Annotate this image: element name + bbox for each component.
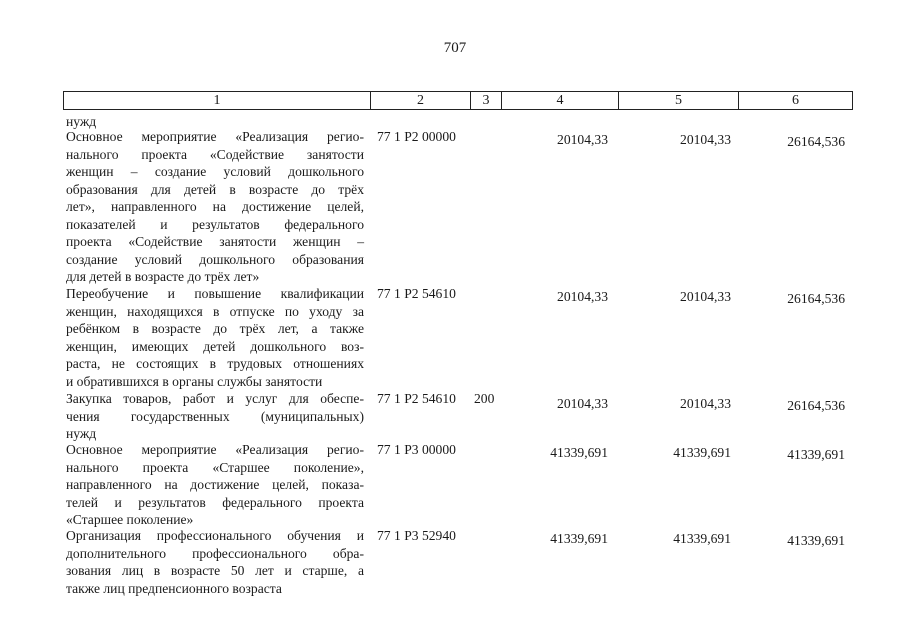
row-description: [66, 441, 364, 529]
description-line: также лиц предпенсионного возраста: [66, 580, 282, 596]
description-line: Закупка товаров, работ и услуг для обеспе-: [66, 391, 364, 406]
row-description: [66, 285, 364, 390]
table-header: [63, 91, 853, 110]
header-col-5: 5: [619, 92, 739, 109]
value-col-4: 41339,691: [550, 445, 608, 460]
description-line: телей и результатов федерального проекта: [66, 494, 364, 510]
description-line: нального проекта «Старшее поколение»,: [66, 459, 364, 475]
header-col-1: 1: [64, 92, 371, 109]
value-col-6: 26164,536: [787, 134, 845, 149]
value-col-5: 20104,33: [680, 396, 731, 411]
value-col-5: 20104,33: [680, 132, 731, 147]
value-col-4: 20104,33: [557, 132, 608, 147]
header-col-6: 6: [792, 93, 799, 108]
description-line: раста, не состоящих в трудовых отношениях: [66, 356, 364, 371]
value-col-6: 26164,536: [787, 291, 845, 306]
page-number: 707: [443, 40, 467, 56]
description-line: Основное мероприятие «Реализация регио-: [66, 442, 364, 457]
target-code: 77 1 Р3 00000: [377, 442, 456, 457]
description-line: женщин, находящихся в отпуске по уходу за: [66, 303, 364, 319]
value-col-5: 41339,691: [673, 531, 731, 546]
description-line: проекта «Содействие занятости женщин –: [66, 234, 364, 249]
value-col-5: 20104,33: [680, 289, 731, 304]
description-line: Организация профессионального обучения и: [66, 528, 364, 543]
value-col-4: 41339,691: [550, 531, 608, 546]
description-line: нального проекта «Содействие занятости: [66, 146, 364, 162]
description-line: женщин, имеющих детей дошкольного воз-: [66, 338, 364, 354]
description-line: образования для детей в возрасте до трёх: [66, 181, 364, 197]
description-line: Основное мероприятие «Реализация регио-: [66, 129, 364, 144]
value-col-6: 41339,691: [787, 533, 845, 548]
expense-type: 200: [474, 391, 495, 406]
description-line: и обратившихся в органы службы занятости: [66, 373, 323, 389]
value-col-4: 20104,33: [557, 396, 608, 411]
description-line: создание условий дошкольного образования: [66, 251, 364, 267]
header-col-4: 4: [502, 92, 619, 109]
target-code: 77 1 Р3 52940: [377, 528, 456, 543]
target-code: 77 1 Р2 54610: [377, 286, 456, 301]
header-col-3: 3: [471, 92, 502, 109]
row-description: [66, 128, 364, 286]
description-line: «Старшее поколение»: [66, 512, 194, 527]
description-line: зования лиц в возрасте 50 лет и старше, а: [66, 563, 364, 578]
value-col-6: 41339,691: [787, 447, 845, 462]
description-line: лет», направленного на достижение целей,: [66, 199, 364, 214]
description-line: Переобучение и повышение квалификации: [66, 286, 364, 301]
description-line: нужд: [66, 426, 97, 441]
description-line: женщин – создание условий дошкольного: [66, 164, 364, 179]
value-col-5: 41339,691: [673, 445, 731, 460]
target-code: 77 1 Р2 54610: [377, 391, 456, 406]
header-col-2: 2: [371, 92, 471, 109]
description-line: направленного на достижение целей, показа-: [66, 477, 364, 492]
target-code: 77 1 Р2 00000: [377, 129, 456, 144]
value-col-4: 20104,33: [557, 289, 608, 304]
description-line: нужд: [66, 114, 97, 129]
value-col-6: 26164,536: [787, 398, 845, 413]
description-line: для детей в возрасте до трёх лет»: [66, 269, 260, 284]
row-description: [66, 390, 364, 443]
row-description: [66, 527, 364, 597]
description-line: ребёнком в возрасте до трёх лет, а также: [66, 321, 364, 336]
description-line: чения государственных (муниципальных): [66, 408, 364, 424]
description-line: показателей и результатов федерального: [66, 216, 364, 232]
description-line: дополнительного профессионального обра-: [66, 545, 364, 561]
